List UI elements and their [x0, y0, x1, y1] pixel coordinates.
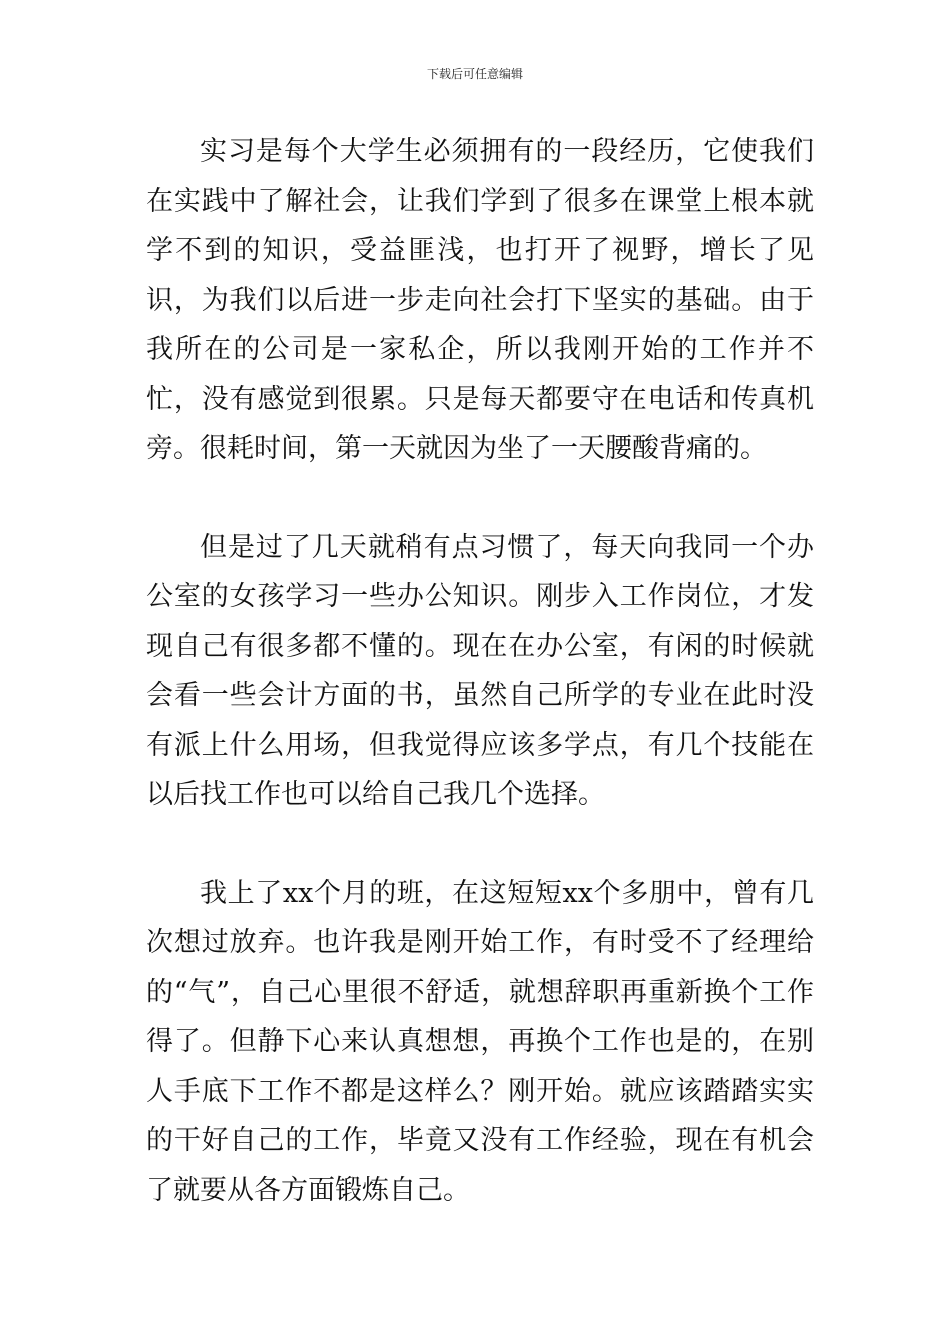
paragraph-1: 实习是每个大学生必须拥有的一段经历，它使我们在实践中了解社会，让我们学到了很多在课堂上根本就学不到的知识，受益匪浅，也打开了视野，增长了见识，为我们以后进一步走向社会打下坚实的基础。由于我所在的公司是一家私企，所以我刚开始的工作并不忙，没有感觉到很累。只是每天都要守在电话和传真机旁。很耗时间，第一天就因为坐了一天腰酸背痛的。: [146, 136, 814, 464]
paragraph-2: 但是过了几天就稍有点习惯了，每天向我同一个办公室的女孩学习一些办公知识。刚步入工作岗位，才发现自己有很多都不懂的。现在在办公室，有闲的时候就会看一些会计方面的书，虽然自己所学的专业在此时没有派上什么用场，但我觉得应该多学点，有几个技能在以后找工作也可以给自己我几个选择。: [146, 531, 814, 810]
page-header-note: 下载后可任意编辑: [426, 67, 523, 81]
document-body: [146, 127, 814, 1215]
paragraph-3: 我上了xx个月的班，在这短短xx个多朋中，曾有几次想过放弃。也许我是刚开始工作，有时受不了经理给的“气”，自己心里很不舒适，就想辞职再重新换个工作得了。但静下心来认真想想，再换个工作也是的，在别人手底下工作不都是这样么？刚开始。就应该踏踏实实的干好自己的工作，毕竟又没有工作经验，现在有机会了就要从各方面锻炼自己。: [146, 877, 814, 1206]
